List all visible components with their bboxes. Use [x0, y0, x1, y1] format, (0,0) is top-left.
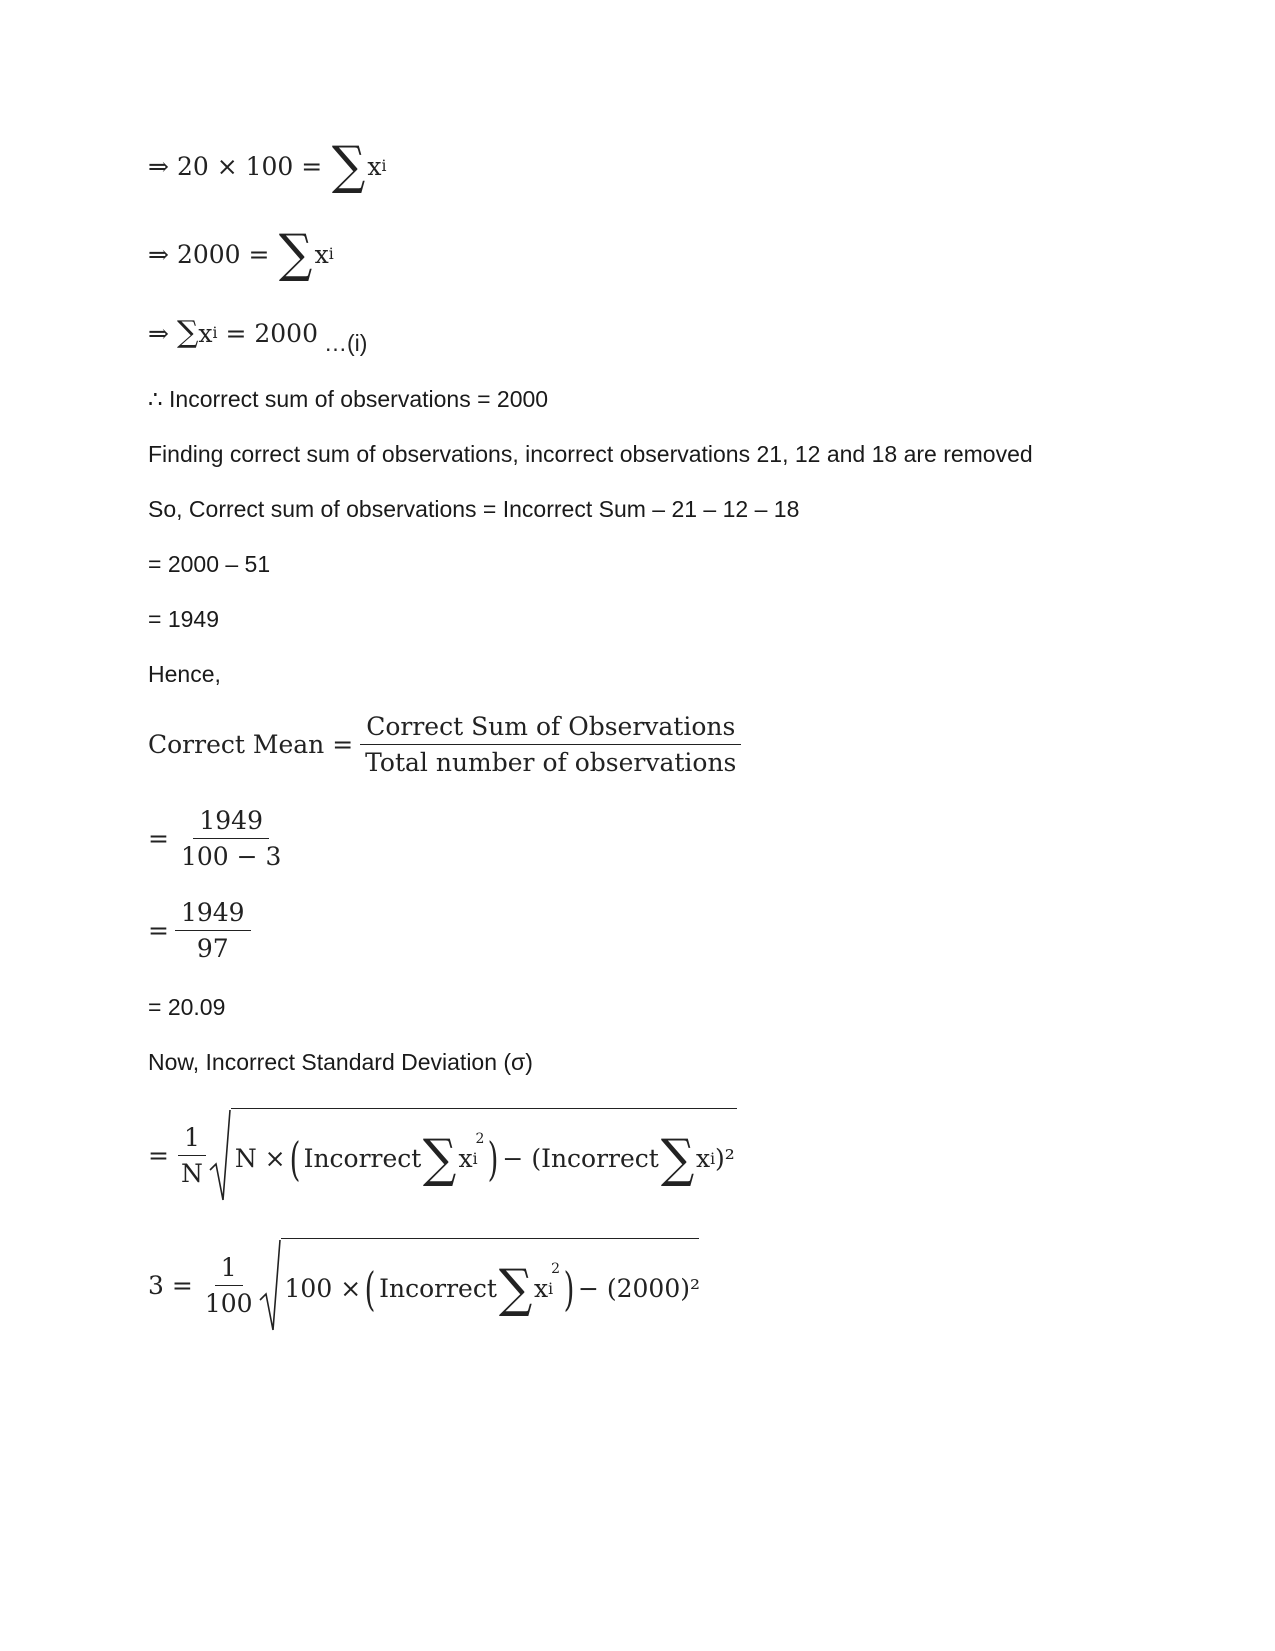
squared-tail: )² — [715, 1144, 735, 1173]
subscript-i: i — [472, 1149, 478, 1168]
fraction-denominator: 100 — [204, 1288, 253, 1318]
sum-result: = 1949 — [148, 606, 219, 632]
correct-sum-text: So, Correct sum of observations = Incorrect Sum – 21 – 12 – 18 — [148, 496, 800, 522]
square-root — [259, 1238, 699, 1332]
fraction-numerator: 1 — [178, 1123, 206, 1156]
std-dev-substitution — [148, 1238, 699, 1332]
summation-symbol: ∑ — [279, 224, 313, 284]
one-over-hundred-fraction — [199, 1253, 259, 1318]
std-dev-formula — [148, 1108, 737, 1202]
fraction-numerator: 1 — [215, 1253, 243, 1286]
radicand — [231, 1108, 737, 1202]
radicand — [281, 1238, 699, 1332]
minus-incorrect: − (Incorrect — [502, 1144, 659, 1173]
fraction-denominator: 97 — [196, 934, 229, 963]
summation-symbol: ∑ — [423, 1128, 457, 1189]
correct-mean-lhs: Correct Mean = — [148, 730, 354, 759]
subtraction-step: = 2000 – 51 — [148, 551, 271, 577]
variable-x: x — [458, 1144, 473, 1173]
equation-label: …(i) — [323, 329, 368, 356]
fraction-denominator: N — [180, 1158, 203, 1188]
square-root — [209, 1108, 737, 1202]
variable-x: x — [314, 239, 329, 269]
radical-sign-icon — [259, 1238, 281, 1332]
summation-symbol: ∑ — [176, 315, 199, 350]
fraction-denominator: 100 − 3 — [180, 842, 282, 871]
incorrect-sum-text: ∴ Incorrect sum of observations = 2000 — [148, 386, 549, 412]
equals-sign: = — [148, 916, 169, 945]
implies-arrow: ⇒ — [148, 239, 169, 269]
right-paren: ) — [563, 1261, 575, 1316]
equation-line-2 — [148, 224, 334, 284]
rhs-expression: = 2000 — [225, 318, 318, 348]
fraction-numerator: Correct Sum of Observations — [360, 712, 741, 745]
summation-symbol: ∑ — [660, 1128, 695, 1189]
correct-mean-formula — [148, 712, 748, 777]
std-dev-heading: Now, Incorrect Standard Deviation (σ) — [148, 1049, 533, 1075]
hence-text: Hence, — [148, 661, 221, 687]
mean-result: = 20.09 — [148, 994, 226, 1020]
implies-arrow: ⇒ — [148, 151, 169, 181]
lhs-expression: 20 × 100 = — [176, 151, 323, 181]
incorrect-word: Incorrect — [379, 1274, 497, 1303]
summation-symbol: ∑ — [498, 1258, 533, 1319]
step-fraction — [175, 806, 287, 871]
subscript-i: i — [548, 1279, 554, 1298]
finding-correct-sum-text: Finding correct sum of observations, incorrect observations 21, 12 and 18 are removed — [148, 441, 1033, 467]
minus-2000-squared: − (2000)² — [577, 1274, 701, 1303]
subscript-i: i — [710, 1149, 716, 1168]
step-fraction — [175, 898, 251, 963]
summation-symbol: ∑ — [332, 136, 366, 196]
hundred-times: 100 × — [284, 1274, 362, 1303]
equals-sign: = — [148, 824, 169, 853]
one-over-n-fraction — [175, 1123, 209, 1188]
lhs-expression: 2000 = — [176, 239, 270, 269]
implies-arrow: ⇒ — [148, 318, 169, 348]
equals-sign: = — [148, 1140, 169, 1170]
radical-sign-icon — [209, 1108, 231, 1202]
fraction-numerator: 1949 — [175, 898, 251, 931]
lhs-expression: 3 = — [148, 1270, 193, 1300]
subscript-i: i — [381, 157, 387, 175]
fraction-step-1 — [148, 806, 293, 871]
mean-fraction — [359, 712, 742, 777]
left-paren: ( — [364, 1261, 376, 1316]
variable-x: x — [367, 151, 382, 181]
left-paren: ( — [289, 1131, 300, 1186]
incorrect-word: Incorrect — [303, 1144, 422, 1173]
variable-x: x — [695, 1144, 711, 1173]
superscript-2: 2 — [551, 1260, 561, 1277]
equation-line-3 — [148, 315, 368, 356]
subscript-i: i — [212, 324, 218, 342]
variable-x: x — [198, 318, 213, 348]
n-times: N × — [234, 1144, 286, 1173]
fraction-step-2 — [148, 898, 257, 963]
equation-line-1 — [148, 136, 387, 196]
superscript-2: 2 — [475, 1130, 485, 1147]
fraction-denominator: Total number of observations — [365, 748, 737, 777]
variable-x: x — [534, 1274, 549, 1303]
fraction-numerator: 1949 — [193, 806, 269, 839]
right-paren: ) — [488, 1131, 499, 1186]
subscript-i: i — [328, 245, 334, 263]
